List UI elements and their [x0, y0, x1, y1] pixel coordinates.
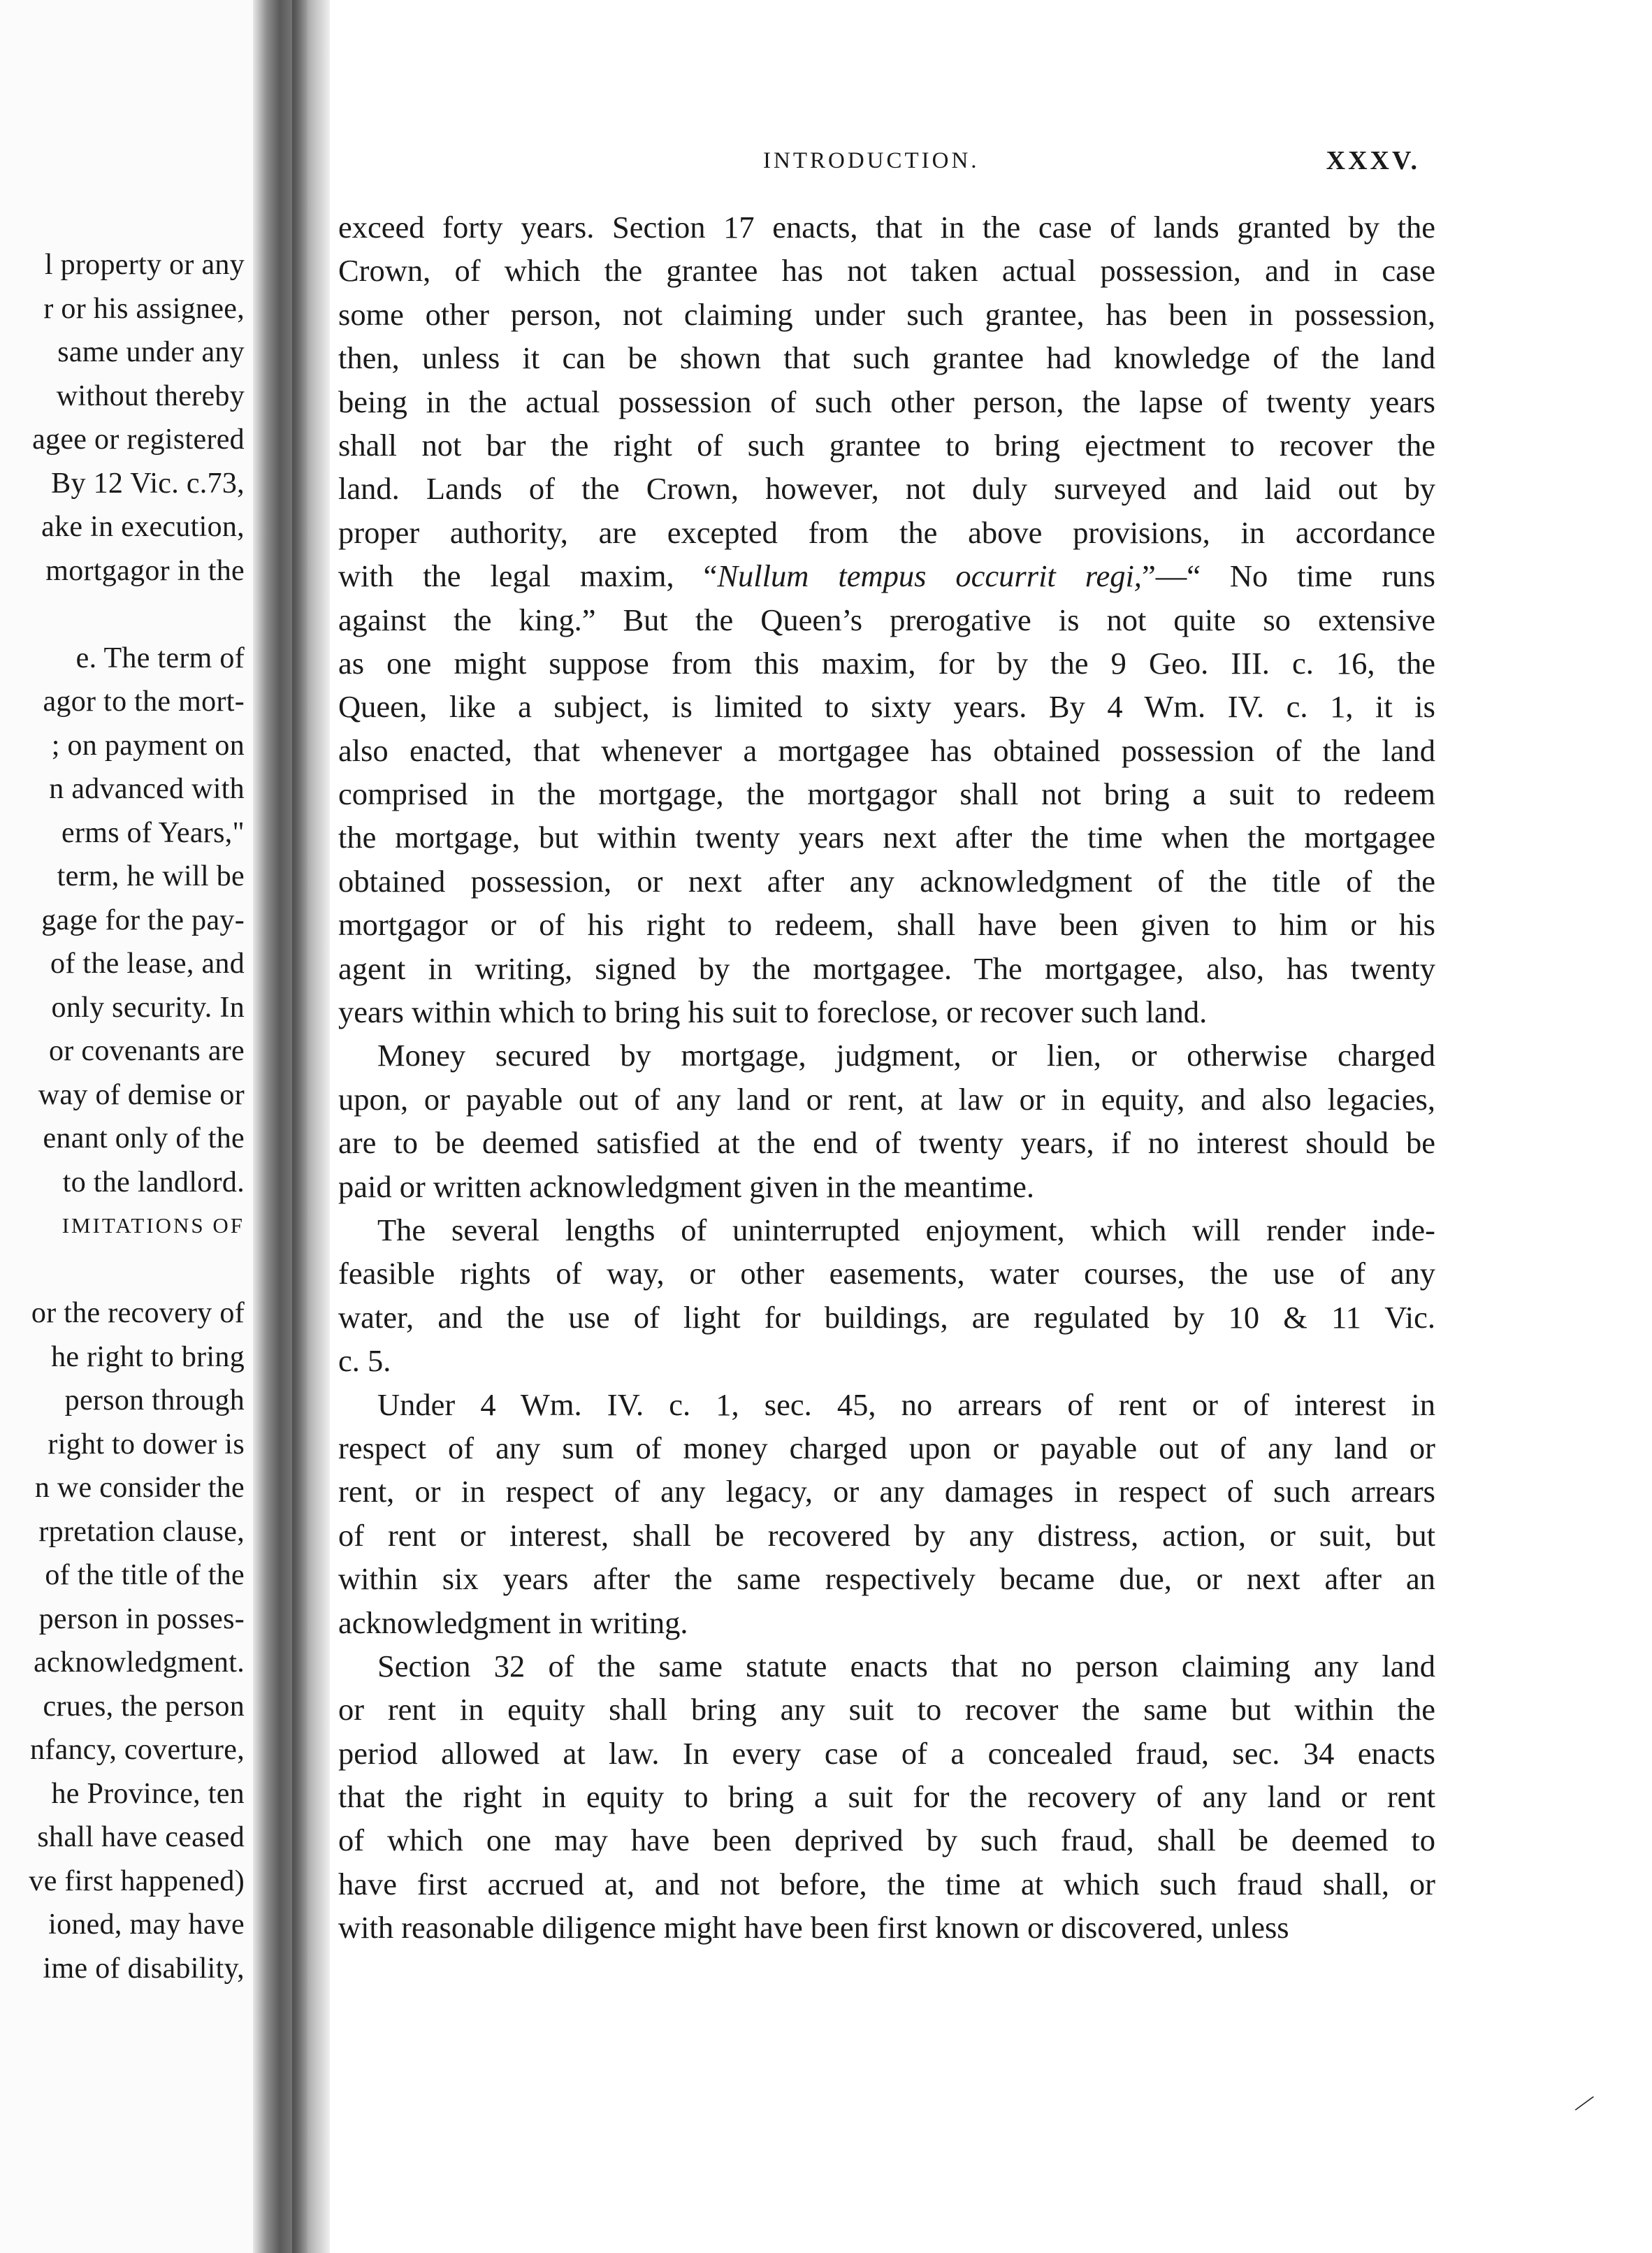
left-page-line: way of demise or — [38, 1078, 245, 1111]
text-line: feasible rights of way, or other easements, water courses, the use of any — [338, 1256, 1435, 1291]
text-line: some other person, not claiming under such grantee, has been in possession, — [338, 296, 1435, 332]
left-page-text — [0, 243, 245, 1990]
text-line: against the king.” But the Queen’s prerogative is not quite so extensive — [338, 602, 1435, 637]
text-line: comprised in the mortgage, the mortgagor shall not bring a suit to redeem — [338, 776, 1435, 812]
text-line: as one might suppose from this maxim, for by the 9 Geo. III. c. 16, the — [338, 645, 1435, 681]
left-page-line: to the landlord. — [62, 1166, 245, 1198]
text-line: respect of any sum of money charged upon or payable out of any land or — [338, 1430, 1435, 1465]
text-line: with reasonable diligence might have been first known or discovered, unless — [338, 1910, 1289, 1946]
left-page-line: ime of disability, — [43, 1952, 245, 1985]
paragraph — [338, 1383, 1435, 1644]
left-page-line: ve first happened) — [29, 1864, 245, 1897]
left-page-line: IMITATIONS OF — [61, 1213, 245, 1238]
text-line: being in the actual possession of such other person, the lapse of twenty years — [338, 384, 1435, 419]
left-page-line: of the title of the — [45, 1559, 245, 1591]
running-head: INTRODUCTION. — [763, 148, 980, 173]
text-line: c. 5. — [338, 1343, 391, 1379]
text-line: have first accrued at, and not before, the time at which such fraud shall, or — [338, 1866, 1435, 1901]
text-line: are to be deemed satisfied at the end of twenty years, if no interest should be — [338, 1125, 1435, 1161]
left-page-line: only security. In — [51, 991, 245, 1024]
text-line: The several lengths of uninterrupted enjoyment, which will render inde- — [377, 1212, 1435, 1247]
left-page-line: ake in execution, — [41, 511, 245, 543]
left-page-line: person through — [64, 1384, 245, 1417]
text-line: of rent or interest, shall be recovered by any distress, action, or suit, but — [338, 1517, 1435, 1553]
text-line: agent in writing, signed by the mortgagee. The mortgagee, also, has twenty — [338, 950, 1435, 986]
text-line: that the right in equity to bring a suit for the recovery of any land or rent — [338, 1779, 1435, 1815]
paragraph — [338, 205, 1435, 1034]
left-facing-page — [0, 0, 257, 2253]
left-page-line: or the recovery of — [31, 1297, 245, 1329]
text-line: Crown, of which the grantee has not taken actual possession, and in case — [338, 253, 1435, 289]
left-page-line: agee or registered — [32, 423, 245, 456]
text-line: of which one may have been deprived by such fraud, shall be deemed to — [338, 1823, 1435, 1858]
page-number: XXXV. — [1326, 146, 1420, 175]
gutter-shadow — [292, 0, 307, 2253]
text-line: also enacted, that whenever a mortgagee has obtained possession of the land — [338, 732, 1435, 768]
text-line: upon, or payable out of any land or rent, at law or in equity, and also legacies, — [338, 1081, 1435, 1117]
left-page-line: shall have ceased — [37, 1821, 245, 1853]
left-page-line: of the lease, and — [50, 948, 245, 980]
text-line: shall not bar the right of such grantee to bring ejectment to recover the — [338, 427, 1435, 463]
left-page-line: By 12 Vic. c.73, — [51, 467, 245, 500]
left-page-line — [0, 593, 245, 637]
left-page-line: gage for the pay- — [41, 904, 245, 936]
left-page-line: person in posses- — [38, 1602, 245, 1635]
text-line: years within which to bring his suit to foreclose, or recover such land. — [338, 994, 1208, 1030]
paragraph — [338, 1208, 1435, 1383]
left-page-line: e. The term of — [75, 642, 245, 674]
book-gutter — [253, 0, 330, 2253]
text-line: water, and the use of light for buildings, are regulated by 10 & 11 Vic. — [338, 1299, 1435, 1335]
text-line: Queen, like a subject, is limited to sixty years. By 4 Wm. IV. c. 1, it is — [338, 689, 1435, 725]
text-line: period allowed at law. In every case of a concealed fraud, sec. 34 enacts — [338, 1735, 1435, 1771]
body-text — [338, 205, 1435, 1950]
left-page-line: r or his assignee, — [43, 292, 245, 325]
left-page-line: l property or any — [44, 249, 245, 281]
text-line: land. Lands of the Crown, however, not duly surveyed and laid out by — [338, 471, 1435, 507]
text-line: rent, or in respect of any legacy, or any damages in respect of such arrears — [338, 1474, 1435, 1509]
text-line: the mortgage, but within twenty years next after the time when the mortgagee — [338, 820, 1435, 855]
left-page-line: same under any — [57, 336, 245, 368]
left-page-line: ioned, may have — [48, 1908, 245, 1941]
left-page-line: rpretation clause, — [38, 1515, 245, 1548]
left-page-line: or covenants are — [49, 1035, 245, 1067]
page-header — [330, 148, 1420, 183]
left-page-line — [0, 1248, 245, 1292]
text-line: Money secured by mortgage, judgment, or lien, or otherwise charged — [377, 1038, 1435, 1073]
text-line: mortgagor or of his right to redeem, shall have been given to him or his — [338, 907, 1435, 943]
left-page-line: acknowledgment. — [34, 1646, 245, 1679]
left-page-line: enant only of the — [43, 1122, 245, 1154]
text-line: or rent in equity shall bring any suit to recover the same but within the — [338, 1692, 1435, 1727]
left-page-line: right to dower is — [48, 1428, 245, 1461]
left-page-line: n advanced with — [49, 773, 245, 805]
text-line: exceed forty years. Section 17 enacts, that in the case of lands granted by the — [338, 210, 1435, 245]
left-page-line: mortgagor in the — [45, 554, 245, 587]
left-page-line: erms of Years," — [61, 816, 245, 849]
text-line: paid or written acknowledgment given in the meantime. — [338, 1168, 1035, 1204]
text-line: Under 4 Wm. IV. c. 1, sec. 45, no arrears of rent or of interest in — [377, 1386, 1435, 1422]
left-page-line: he Province, ten — [51, 1777, 245, 1810]
left-page-line: nfancy, coverture, — [29, 1734, 245, 1766]
stray-ink-mark: ⁄ — [1577, 2087, 1592, 2119]
left-page-line: agor to the mort- — [43, 686, 245, 718]
paragraph — [338, 1644, 1435, 1950]
text-line: acknowledgment in writing. — [338, 1604, 688, 1640]
text-line: Section 32 of the same statute enacts that no person claiming any land — [377, 1648, 1435, 1683]
left-page-line: without thereby — [56, 379, 245, 412]
latin-maxim: Nullum tempus occurrit regi, — [717, 558, 1142, 594]
left-page-line: n we consider the — [34, 1472, 245, 1504]
paragraph — [338, 1034, 1435, 1208]
left-page-line: ; on payment on — [51, 729, 245, 762]
text-line: then, unless it can be shown that such grantee had knowledge of the land — [338, 340, 1435, 376]
text-line: with the legal maxim, “Nullum tempus occurrit regi,”—“ No time runs — [338, 558, 1435, 594]
left-page-line: crues, the person — [43, 1690, 245, 1723]
text-line: obtained possession, or next after any acknowledgment of the title of the — [338, 863, 1435, 899]
left-page-line: he right to bring — [51, 1340, 245, 1373]
text-line: within six years after the same respectively became due, or next after an — [338, 1561, 1435, 1597]
left-page-line: term, he will be — [57, 860, 245, 892]
text-line: proper authority, are excepted from the above provisions, in accordance — [338, 514, 1435, 550]
